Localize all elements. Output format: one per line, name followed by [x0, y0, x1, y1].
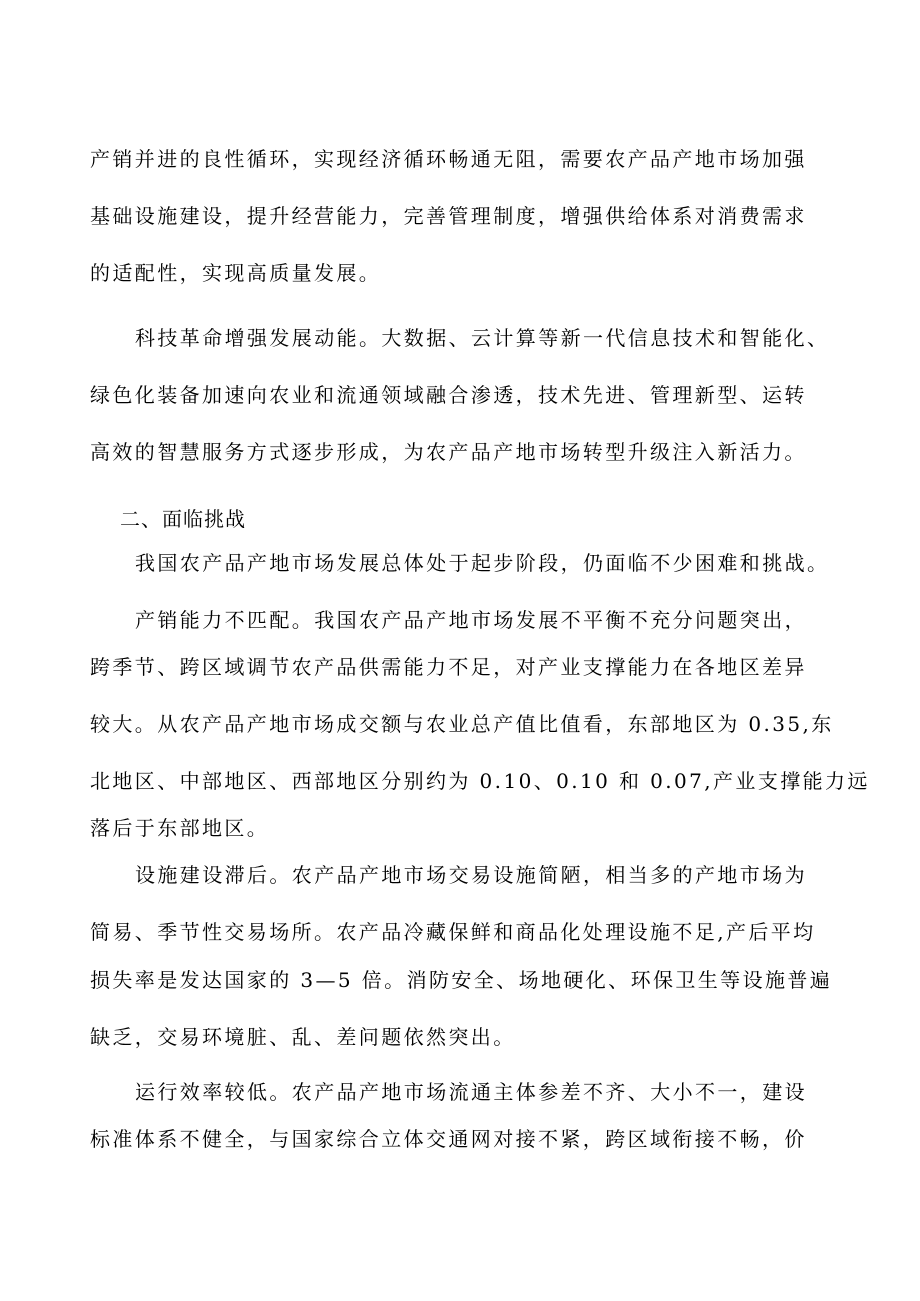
paragraph-line: 损失率是发达国家的 3—5 倍。消防安全、场地硬化、环保卫生等设施普遍 — [90, 968, 833, 992]
paragraph-line: 运行效率较低。农产品产地市场流通主体参差不齐、大小不一，建设 — [135, 1080, 807, 1104]
paragraph-line: 的适配性，实现高质量发展。 — [90, 261, 382, 285]
paragraph-line: 北地区、中部地区、西部地区分别约为 0.10、0.10 和 0.07,产业支撑能力远 — [90, 769, 870, 793]
paragraph-line: 落后于东部地区。 — [90, 816, 270, 840]
paragraph-line: 简易、季节性交易场所。农产品冷藏保鲜和商品化处理设施不足,产后平均 — [90, 920, 816, 944]
paragraph-line: 高效的智慧服务方式逐步形成，为农产品产地市场转型升级注入新活力。 — [90, 440, 807, 464]
paragraph-line: 跨季节、跨区域调节农产品供需能力不足，对产业支撑能力在各地区差异 — [90, 655, 807, 679]
paragraph-line: 较大。从农产品产地市场成交额与农业总产值比值看，东部地区为 0.35,东 — [90, 712, 834, 736]
paragraph-line: 设施建设滞后。农产品产地市场交易设施简陋，相当多的产地市场为 — [135, 863, 807, 887]
paragraph-line: 绿色化装备加速向农业和流通领域融合渗透，技术先进、管理新型、运转 — [90, 383, 807, 407]
paragraph-line: 我国农产品产地市场发展总体处于起步阶段，仍面临不少困难和挑战。 — [135, 551, 830, 575]
paragraph-line: 标准体系不健全，与国家综合立体交通网对接不紧，跨区域衔接不畅，价 — [90, 1127, 807, 1151]
paragraph-line: 产销能力不匹配。我国农产品产地市场发展不平衡不充分问题突出， — [135, 608, 807, 632]
paragraph-line: 基础设施建设，提升经营能力，完善管理制度，增强供给体系对消费需求 — [90, 204, 807, 228]
paragraph-line: 缺乏，交易环境脏、乱、差问题依然突出。 — [90, 1025, 516, 1049]
paragraph-line: 产销并进的良性循环，实现经济循环畅通无阻，需要农产品产地市场加强 — [90, 147, 807, 171]
paragraph-line: 科技革命增强发展动能。大数据、云计算等新一代信息技术和智能化、 — [135, 326, 830, 350]
section-heading: 二、面临挑战 — [120, 507, 246, 531]
